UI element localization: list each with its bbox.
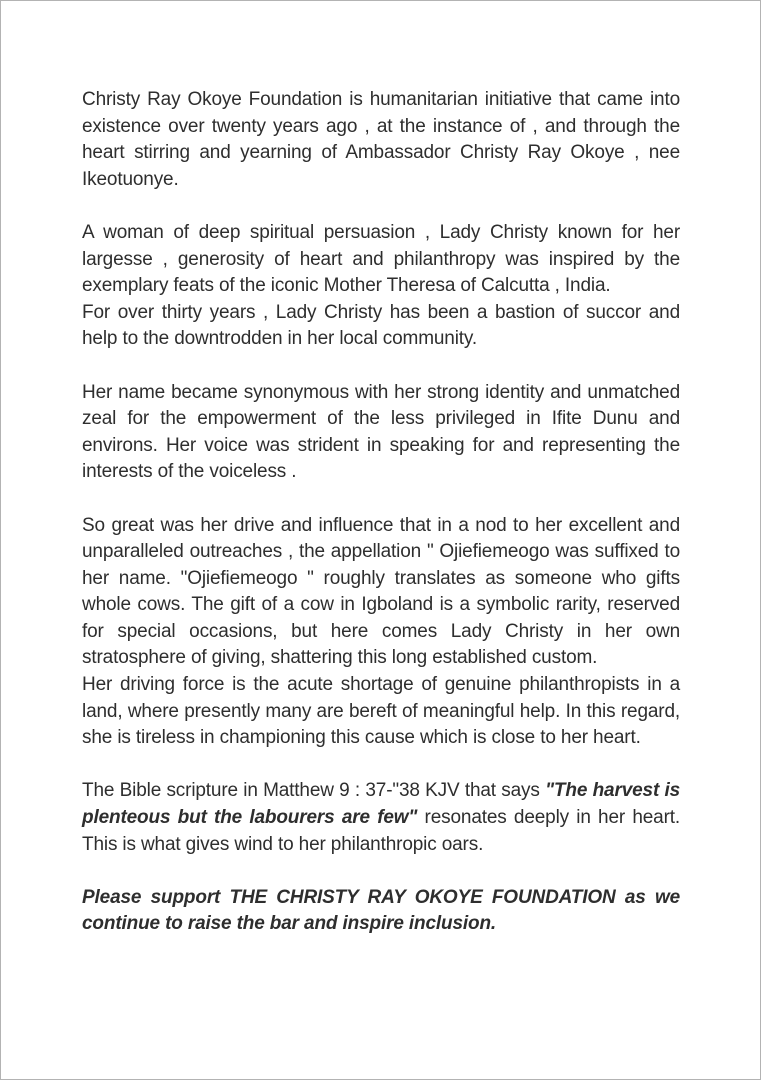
text-run: resonates deeply in her heart. This is what gives wind to her philanthropic oars. <box>82 807 681 855</box>
text-run: Her name became synonymous with her strong identity and unmatched zeal for the empowerment of the less privileged in Ifite Dunu and environs. Her voice was strident in speaking for and representing the interests of the voiceless . <box>82 381 680 483</box>
paragraph-support-call-to-action <box>82 885 680 938</box>
paragraph-lady-christy-background <box>82 220 680 353</box>
text-run: The Bible scripture in Matthew 9 : 37-"38 KJV that says <box>82 780 546 802</box>
paragraph-bible-scripture <box>82 778 680 858</box>
text-run: A woman of deep spiritual persuasion , Lady Christy known for her largesse , generosity of heart and philanthropy was inspired by the exemplary feats of the iconic Mother Theresa of Calcutta , India. <box>82 221 680 297</box>
text-run: So great was her drive and influence that in a nod to her excellent and unparalleled outreaches , the appellation " Ojiefiemeogo was suffixed to her name. "Ojiefiemeogo " roughly translates as someone who gifts whole cows. The gift of a cow in Igboland is a symbolic rarity, reserved for special occasions, but here comes Lady Christy in her own stratosphere of giving, shattering this long established custom. <box>82 514 680 669</box>
paragraph-foundation-intro <box>82 87 680 193</box>
text-run-scripture-quote: "The harvest is plenteous but the labourers are few" <box>82 780 680 829</box>
text-run: For over thirty years , Lady Christy has been a bastion of succor and help to the downtrodden in her local community. <box>82 301 680 350</box>
text-run: Her driving force is the acute shortage of genuine philanthropists in a land, where presently many are bereft of meaningful help. In this regard, she is tireless in championing this cause which is close to her heart. <box>82 674 680 749</box>
paragraph-identity-and-zeal <box>82 380 680 486</box>
text-run: Christy Ray Okoye Foundation is humanitarian initiative that came into existence over twenty years ago , at the instance of , and through the heart stirring and yearning of Ambassador Christy Ray Okoye , nee Ikeotuonye. <box>82 89 680 190</box>
paragraph-ojiefiemeogo-appellation <box>82 513 680 752</box>
text-run: Please support THE CHRISTY RAY OKOYE FOUNDATION as we continue to raise the bar and inspire inclusion. <box>82 886 680 935</box>
